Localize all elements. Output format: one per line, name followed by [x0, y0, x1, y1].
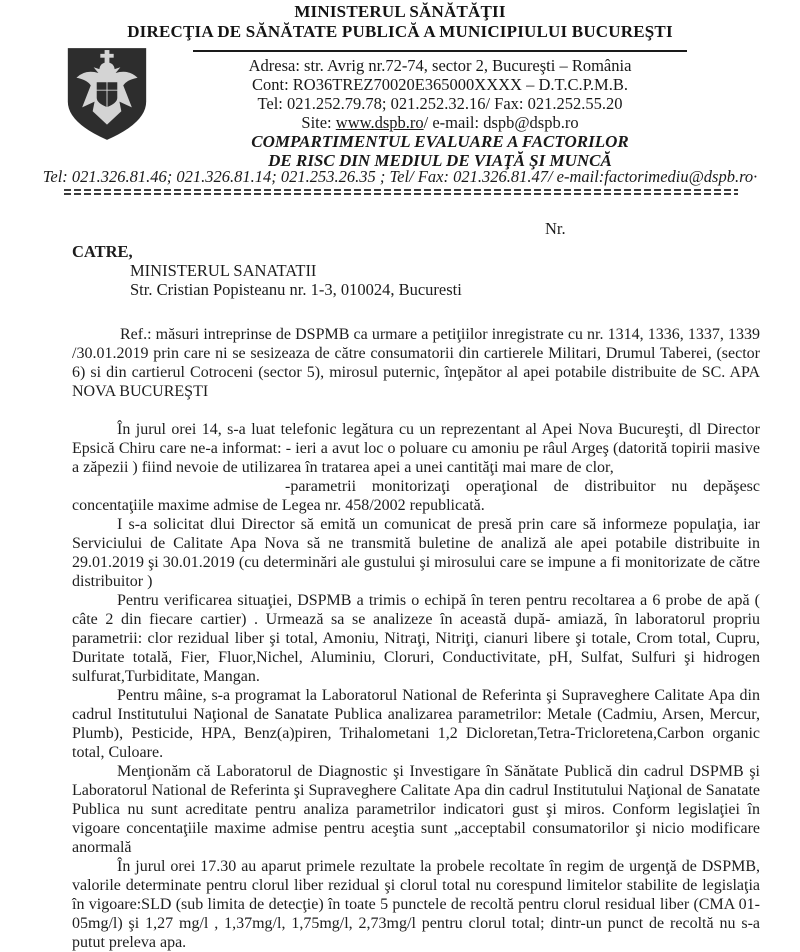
recipient-block [72, 242, 462, 299]
paragraph-ref: Ref.: măsuri intreprinse de DSPMB ca urmare a petiţiilor inregistrate cu nr. 1314, 1336, 1337, 1339 /30.01.2019 prin care ni se sesizeaza de către consumatorii din cartierele Militari, Drumul Taberei, (sector 6) si din cartierul Cotroceni (sector 5), mirosul puternic, înţepător al apei potabile distribuite de SC. APA NOVA BUCUREŞTI [72, 326, 760, 400]
address-line: Adresa: str. Avrig nr.72-74, sector 2, Bucureşti – România [248, 56, 632, 75]
paragraph-lab-schedule: Pentru mâine, s-a programat la Laboratorul National de Referinta şi Supraveghere Calitate Apa din cadrul Institutului Naţional de Sanatate Publica analizarea parametrilor: Metale (Cadmiu, Arsen, Mercur, Plumb), Pesticide, HPA, Benz(a)piren, Trihalometani 1,2 Dicloretan,Tetra-Tricloretena,Carbon organic total, Culoare. [72, 687, 760, 761]
account-line: Cont: RO36TREZ70020E365000XXXX – D.T.C.P.M.B. [251, 75, 628, 94]
paragraph-sampling: Pentru verificarea situaţiei, DSPMB a trimis o echipă în teren pentru recoltarea a 6 probe de apă ( câte 2 din fiecare cartier) . Urmează sa se analizeze în această după- amiază, în laboratorul propriu parametrii: clor rezidual liber şi total, Amoniu, Nitraţi, Nitriţi, cianuri libere şi totale, Crom total, Cupru, Duritate totală, Fier, Fluor,Nichel, Aluminiu, Cloruri, Conductivitate, pH, Sulfat, Sulfuri şi hidrogen sulfurat,Turbiditate, Mangan. [72, 592, 760, 685]
paragraph-phone-call: În jurul orei 14, s-a luat telefonic legătura cu un reprezentant al Apei Nova Bucureşti, dl Director Epsică Chiru care ne-a informat: - ieri a avut loc o poluare cu amoniu pe râul Argeş (datorită topirii masive a zăpezii ) fiind nevoie de utilizarea în tratarea apei a unei cantităţi mai mare de clor, [72, 421, 760, 476]
recipient-address: Str. Cristian Popisteanu nr. 1-3, 010024, Bucuresti [130, 280, 462, 299]
paragraph-press-release: I s-a solicitat dlui Director să emită un comunicat de presă prin care să informeze populaţia, iar Serviciului de Calitate Apa Nova să ne transmită buletine de analiză ale apei potabile distribuite in 29.01.2019 şi 30.01.2019 (cu determinări ale gustului şi mirosului care se impune a fi monitorizate de către distribuitor ) [72, 516, 760, 590]
site-email: / e-mail: dspb@dspb.ro [423, 113, 579, 132]
site-line [193, 113, 687, 132]
coat-of-arms-emblem [64, 46, 150, 142]
romanian-eagle-icon [64, 46, 150, 142]
ministry-name: MINISTERUL SĂNĂTĂŢII [294, 2, 506, 21]
header-divider [64, 189, 738, 196]
letterhead-title [0, 2, 800, 42]
letterhead-info-block [193, 50, 687, 170]
direction-name: DIRECŢIA DE SĂNĂTATE PUBLICĂ A MUNICIPIULUI BUCUREŞTI [127, 22, 673, 41]
site-url: www.dspb.ro [335, 113, 424, 132]
recipient-salutation: CATRE, [72, 242, 133, 261]
paragraph-accreditation: Menţionăm că Laboratorul de Diagnostic şi Investigare în Sănătate Publică din cadrul DSPMB şi Laboratorul National de Referinta şi Supraveghere Calitate Apa din cadrul Institutului Naţional de Sanatate Publica nu sunt acreditate pentru analiza parametrilor indicatori gust şi miros. Conform legislaţiei în vigoare concentaţiile maxime admise pentru aceştia sunt „acceptabil consumatorilor şi nicio modificare anormală [72, 763, 760, 856]
site-label: Site: [301, 113, 336, 132]
paragraph-parameters-note: -parametrii monitorizaţi operaţional de distribuitor nu depăşesc concentaţiile maxime admise de Legea nr. 458/2002 republicată. [72, 478, 760, 514]
paragraph-results: În jurul orei 17.30 au aparut primele rezultate la probele recoltate în regim de urgenţă de DSPMB, valorile determinate pentru clorul liber rezidual şi clorul total nu corespund limitelor stabilite de legislaţia în vigoare:SLD (sub limita de detecţie) în toate 5 punctele de recoltă pentru clorul residual liber (CMA 01-05mg/l) şi 1,27 mg/l , 1,37mg/l, 1,75mg/l, 2,73mg/l pentru clorul total; dintr-un punct de recoltă nu s-a putut preleva apa. [72, 858, 760, 951]
recipient-name: MINISTERUL SANATATII [130, 261, 317, 280]
department-contact-line: Tel: 021.326.81.46; 021.326.81.14; 021.253.26.35 ; Tel/ Fax: 021.326.81.47/ e-mail:factorimediu@dspb.ro· [42, 167, 758, 186]
phone-line: Tel: 021.252.79.78; 021.252.32.16/ Fax: 021.252.55.20 [257, 94, 623, 113]
reference-number-label: Nr. [545, 219, 566, 238]
letter-body [72, 325, 760, 952]
department-line-1: COMPARTIMENTUL EVALUARE A FACTORILOR [251, 132, 629, 151]
department-line-2: DE RISC DIN MEDIUL DE VIAŢĂ ŞI MUNCĂ [268, 151, 612, 170]
